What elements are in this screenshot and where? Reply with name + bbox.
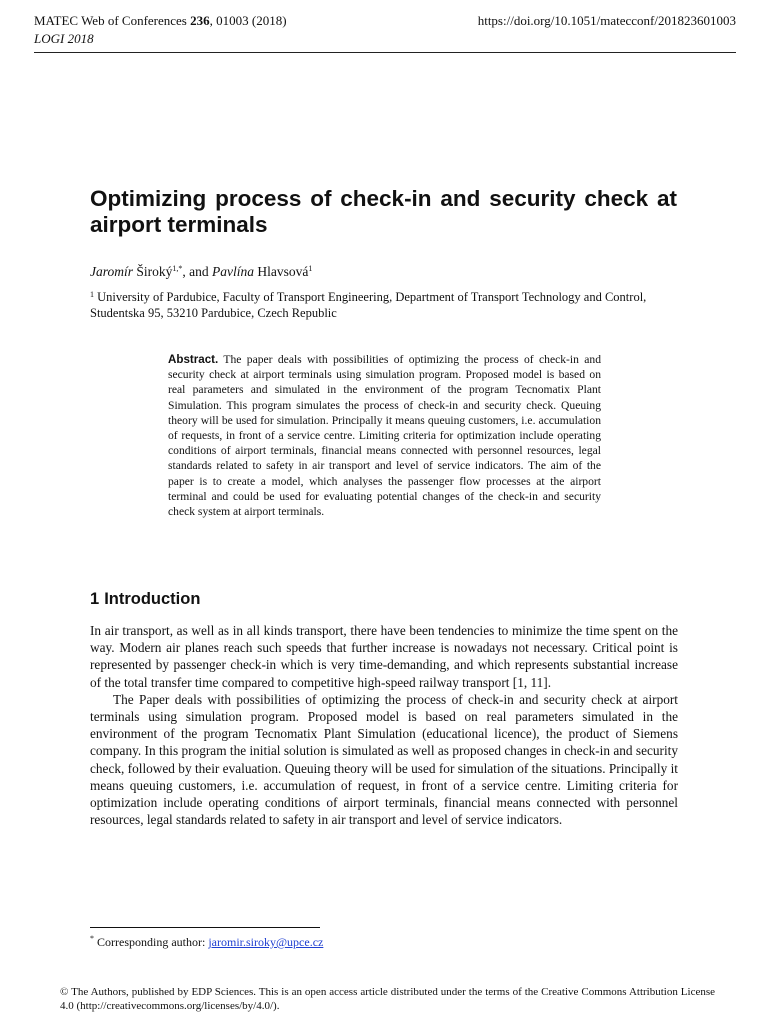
running-header-left [34, 12, 287, 48]
doi-link[interactable]: https://doi.org/10.1051/matecconf/201823601003 [477, 13, 736, 28]
footnote-mark: * [90, 934, 94, 943]
affiliation-text: University of Pardubice, Faculty of Transport Engineering, Department of Transport Technology and Control, Studentska 95, 53210 Pardubice, Czech Republic [90, 290, 647, 320]
author-2-given-name: Pavlína [212, 264, 255, 279]
abstract [168, 352, 601, 519]
author-separator: , and [182, 264, 213, 279]
conference-name: LOGI 2018 [34, 31, 94, 46]
paper-title: Optimizing process of check-in and security check at airport terminals [90, 186, 677, 237]
author-2-affiliation-mark: 1 [308, 264, 313, 273]
paragraph: The Paper deals with possibilities of optimizing the process of check-in and security check at airport terminals using simulation program. Proposed model is based on real parameters simulated in the environment of the program Tecnomatix Plant Simulation (educational licence), the product of Siemens company. In this program the initial solution is simulated as well as proposed changes in check-in and security check, followed by their evaluation. Queuing theory will be used for simulation of the situations. Principally it means queuing customers, i.e. accumulation of request, in front of a service centre. Limiting criteria for optimization include operating conditions of airport terminals, financial means connected with personnel resources, legal standards related to safety in air transport and level of service indicators. [90, 691, 678, 828]
introduction-body [90, 622, 678, 828]
author-1-affiliation-mark: 1,* [172, 264, 183, 273]
journal-name: MATEC Web of Conferences [34, 13, 187, 28]
section-heading-introduction [90, 588, 200, 610]
author-1-family-name: Široký [133, 264, 173, 279]
section-title: Introduction [104, 590, 201, 608]
corresponding-author-email-link[interactable]: jaromir.siroky@upce.cz [208, 935, 324, 949]
author-1-given-name: Jaromír [90, 264, 133, 279]
header-rule [34, 52, 736, 53]
footnote-rule [90, 927, 320, 928]
author-2-family-name: Hlavsová [254, 264, 309, 279]
journal-volume: 236 [190, 13, 210, 28]
affiliation [90, 289, 680, 321]
section-number: 1 [90, 590, 100, 608]
article-number: , 01003 (2018) [209, 13, 287, 28]
author-list [90, 263, 312, 281]
paragraph: In air transport, as well as in all kinds transport, there have been tendencies to minimize the time spent on the way. Modern air planes reach such speeds that further increase is nowadays not necessary. Critical point is represented by passenger check-in which is very time-demanding, and which represents substantial increase of the total transfer time compared to competitive high-speed railway transport [1, 11]. [90, 623, 678, 690]
abstract-text: The paper deals with possibilities of optimizing the process of check-in and security check at airport terminals using simulation program. Proposed model is based on real parameters and simulated in the environment of the program Tecnomatix Plant Simulation. This program simulates the process of check-in and security check. Queuing theory will be used for simulation. Principally it means queuing customers, i.e. accumulation of requests, in front of a service centre. Limiting criteria for optimization include operating conditions of airport terminals, financial means connected with personnel resources, legal standards related to safety in air transport and level of service indicators. The aim of the paper is to create a model, which analyses the passenger flow processes at the airport terminal and could be used for evaluating potential changes of the check-in and security check system at airport terminals. [168, 353, 601, 519]
abstract-label: Abstract. [168, 353, 219, 366]
license-notice: © The Authors, published by EDP Sciences. This is an open access article distributed under the terms of the Creative Commons Attribution License 4.0 (http://creativecommons.org/licenses/by/4.0/). [60, 986, 715, 1012]
footnote-label: Corresponding author: [94, 935, 209, 949]
affiliation-mark: 1 [90, 290, 94, 299]
footnote [90, 934, 323, 950]
